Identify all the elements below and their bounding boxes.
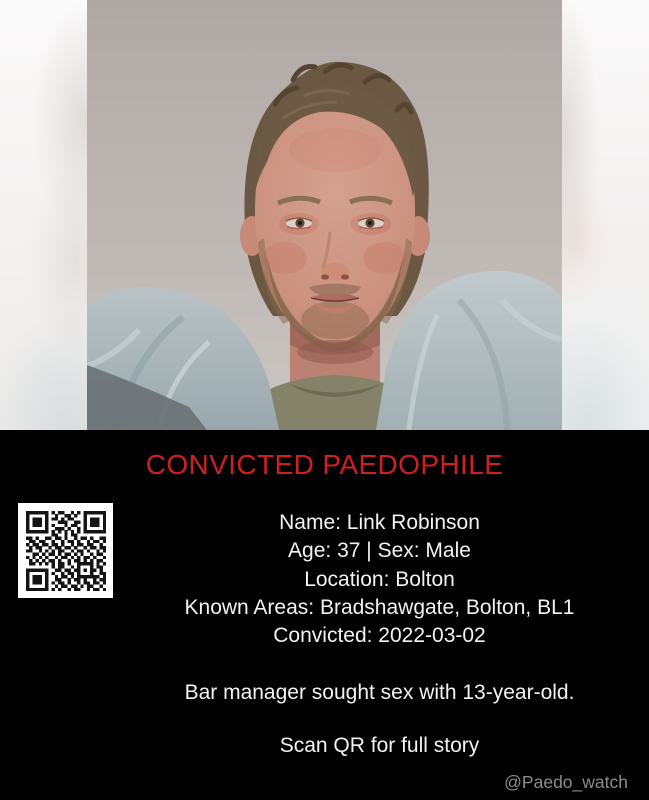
qr-modules (26, 511, 106, 591)
detail-location: Location: Bolton (304, 567, 455, 591)
notice-headline: CONVICTED PAEDOPHILE (145, 449, 504, 480)
photo-backdrop-right (562, 0, 649, 430)
detail-age-sex: Age: 37 | Sex: Male (288, 539, 471, 563)
offender-details (110, 509, 649, 650)
detail-convicted-date: Convicted: 2022-03-02 (273, 624, 486, 648)
watermark-handle: @Paedo_watch (504, 772, 628, 792)
mugshot-photo (87, 0, 562, 430)
photo-backdrop-left (0, 0, 87, 430)
forehead-flush (289, 128, 381, 172)
scan-qr-note: Scan QR for full story (279, 734, 480, 757)
qr-code (18, 503, 113, 598)
detail-known-areas: Known Areas: Bradshawgate, Bolton, BL1 (184, 595, 575, 619)
moustache (309, 284, 361, 296)
notice-section (0, 430, 649, 800)
chin-shadow (297, 340, 373, 364)
detail-name: Name: Link Robinson (279, 511, 480, 534)
case-summary: Bar manager sought sex with 13-year-old. (184, 681, 575, 704)
